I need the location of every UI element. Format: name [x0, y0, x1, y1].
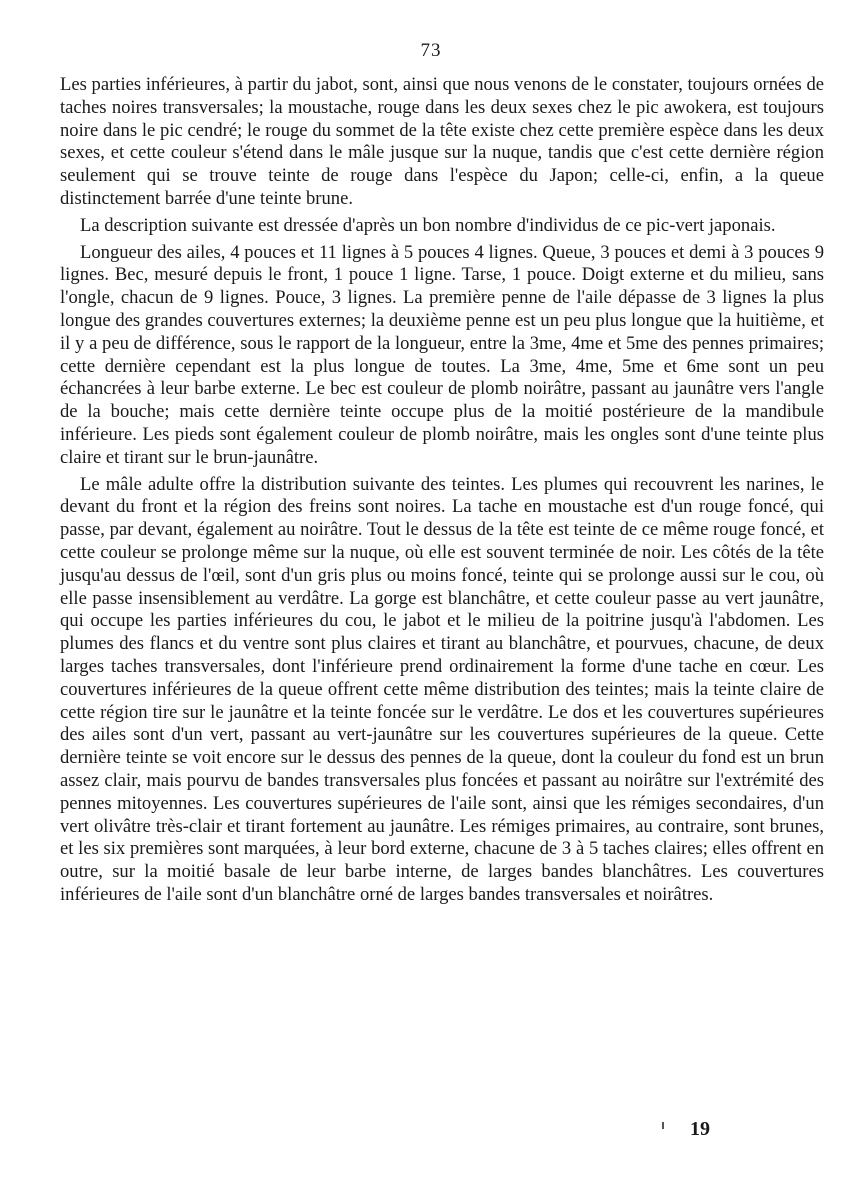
body-text: [60, 74, 824, 911]
paragraph-4: Le mâle adulte offre la distribution suivante des teintes. Les plumes qui recouvrent les narines, le devant du front et la région des freins sont noires. La tache en moustache est d'un rouge foncé, qui passe, par devant, également au noirâtre. Tout le dessus de la tête est teinte de ce même rouge foncé, et cette couleur se prolonge même sur la nuque, où elle est souvent terminée de noir. Les côtés de la tête jusqu'au dessus de l'œil, sont d'un gris plus ou moins foncé, teinte qui se prolonge aussi sur le cou, où elle passe insensiblement au verdâtre. La gorge est blanchâtre, et cette couleur passe au vert jaunâtre, qui occupe les parties inférieures du cou, le jabot et le milieu de la poitrine jusqu'à l'abdomen. Les plumes des flancs et du ventre sont plus claires et tirant au blanchâtre, et pourvues, chacune, de deux larges taches transversales, dont l'inférieure prend ordinairement la forme d'une tache en cœur. Les couvertures inférieures de la queue offrent cette même distribution des teintes; mais la teinte claire de cette région tire sur le jaunâtre et la teinte foncée sur le verdâtre. Le dos et les couvertures supérieures des ailes sont d'un vert, passant au vert-jaunâtre sur les couvertures supérieures de la queue. Cette dernière teinte se voit encore sur le dessus des pennes de la queue, dont la couleur du fond est un brun assez clair, mais pourvu de bandes transversales plus foncées et passant au noirâtre sur l'extrémité des pennes mitoyennes. Les couvertures supérieures de l'aile sont, ainsi que les rémiges secondaires, d'un vert olivâtre très-clair et tirant fortement au jaunâtre. Les rémiges primaires, au contraire, sont brunes, et les six premières sont marquées, à leur bord externe, chacune de 3 à 5 taches claires; elles offrent en outre, sur la moitié basale de leur barbe interne, de larges bandes blanchâtres. Les couvertures inférieures de l'aile sont d'un blanchâtre orné de larges bandes transversales et noirâtres.: [60, 473, 825, 905]
paragraph-3: Longueur des ailes, 4 pouces et 11 lignes à 5 pouces 4 lignes. Queue, 3 pouces et demi à 3 pouces 9 lignes. Bec, mesuré depuis le front, 1 pouce 1 ligne. Tarse, 1 pouce. Doigt externe et du milieu, sans l'ongle, chacun de 9 lignes. Pouce, 3 lignes. La première penne de l'aile dépasse de 3 lignes la plus longue des grandes couvertures externes; la deuxième penne est un peu plus longue que la huitième, et il y a peu de différence, sous le rapport de la longueur, entre la 3me, 4me et 5me des pennes primaires; cette dernière cependant est la plus longue de toutes. La 3me, 4me, 5me et 6me sont un peu échancrées à leur barbe externe. Le bec est couleur de plomb noirâtre, passant au jaunâtre vers l'angle de la bouche; mais cette dernière teinte occupe plus de la moitié postérieure de la mandibule inférieure. Les pieds sont également couleur de plomb noirâtre, mais les ongles sont d'une teinte plus claire et tirant sur le brun-jaunâtre.: [60, 241, 824, 468]
paragraph-1: Les parties inférieures, à partir du jabot, sont, ainsi que nous venons de le constater, toujours ornées de taches noires transversales; la moustache, rouge dans les deux sexes chez le pic awokera, est toujours noire dans le pic cendré; le rouge du sommet de la tête existe chez cette première espèce dans les deux sexes, et cette couleur s'étend dans le mâle jusque sur la nuque, tandis que c'est cette dernière région seulement qui se trouve teinte de rouge dans l'espèce du Japon; celle-ci, enfin, a la queue distinctement barrée d'une teinte brune.: [60, 74, 824, 209]
paragraph-2: La description suivante est dressée d'après un bon nombre d'individus de ce pic-vert japonais.: [80, 214, 776, 236]
page-number: 73: [420, 40, 442, 61]
signature-number: 19: [690, 1118, 710, 1140]
stray-mark: [662, 1122, 664, 1129]
